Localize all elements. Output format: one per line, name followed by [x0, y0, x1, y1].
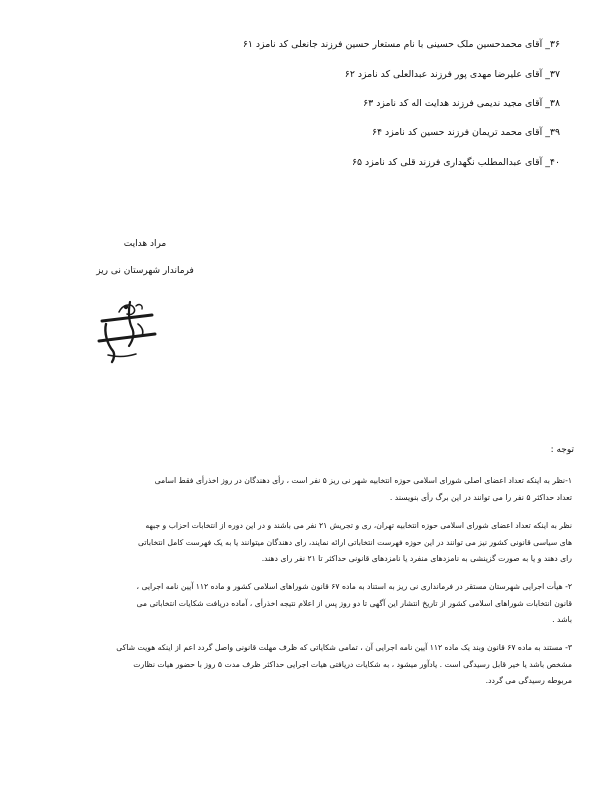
signatory-name: مراد هدایت [123, 239, 167, 249]
note-line: مشخص باشد یا خیر قابل رسیدگی است . یادآور میشود ، به شکایات دریافتی هیات اجرایی حداکثر ظرف مدت ۵ روز با حضور هیات نظارت [133, 659, 572, 669]
note-line: ۲- هیأت اجرایی شهرستان مستقر در فرمانداری نی ریز به استناد به ماده ۶۷ قانون شوراهای اسلامی کشور و ماده ۱۱۲ آیین نامه اجرایی ، [136, 582, 572, 591]
handwritten-signature [92, 294, 162, 366]
note-paragraph-2 [44, 518, 572, 568]
note-paragraph-4 [44, 640, 572, 690]
note-paragraph-1 [44, 473, 572, 506]
note-line: ۱-نظر به اینکه تعداد اعضای اصلی شورای اسلامی حوزه انتخابیه شهر نی ریز ۵ نفر است ، رأی دهندگان در روز اخذرأی فقط اسامی [154, 476, 572, 485]
signatory-title: فرماندار شهرستان نی ریز [96, 266, 194, 276]
note-line: باشد . [552, 615, 572, 624]
candidate-line-36: ۳۶_ آقای محمدحسین ملک حسینی با نام مستعار حسین فرزند جانعلی کد نامزد ۶۱ [242, 39, 560, 50]
candidate-line-38: ۳۸_ آقای مجید ندیمی فرزند هدایت اله کد نامزد ۶۳ [363, 98, 560, 109]
note-paragraph-3 [44, 579, 572, 629]
note-line: مربوطه رسیدگی می گردد. [485, 676, 572, 685]
note-line: ۳- مستند به ماده ۶۷ قانون وبند یک ماده ۱۱۲ آیین نامه اجرایی آن ، تمامی شکایاتی که ظرف مهلت قانونی واصل گردد اعم از اینکه هویت شاکی [116, 643, 572, 652]
note-line: قانون انتخابات شوراهای اسلامی کشور از تاریخ انتشار این آگهی تا دو روز پس از اعلام نتیجه اخذرأی ، آماده دریافت شکایات انتخاباتی می [136, 598, 572, 608]
note-line: های سیاسی قانونی کشور نیز می توانند در این حوزه فهرست انتخاباتی ارائه نمایند، رای دهندگان میتوانند یا به یک فهرست کامل انتخاباتی [137, 537, 572, 547]
note-line: نظر به اینکه تعداد اعضای شورای اسلامی حوزه انتخابیه تهران، ری و تجریش ۲۱ نفر می باشند و در این دوره از انتخابات احزاب و جبهه [145, 521, 572, 530]
candidate-line-39: ۳۹_ آقای محمد تریمان فرزند حسین کد نامزد ۶۴ [372, 127, 560, 138]
note-line: رای دهند و یا به صورت گزینشی به نامزدهای منفرد یا نامزدهای قانونی حداکثر تا ۲۱ نفر رای دهند. [261, 554, 572, 563]
candidate-line-37: ۳۷_ آقای علیرضا مهدی پور فرزند عبدالعلی کد نامزد ۶۲ [344, 69, 560, 80]
note-line: تعداد حداکثر ۵ نفر را می توانند در این برگ رأی بنویسند . [389, 492, 572, 502]
candidate-line-40: ۴۰_ آقای عبدالمطلب نگهداری فرزند قلی کد نامزد ۶۵ [351, 157, 560, 168]
notes-heading: توجه : [550, 445, 574, 455]
